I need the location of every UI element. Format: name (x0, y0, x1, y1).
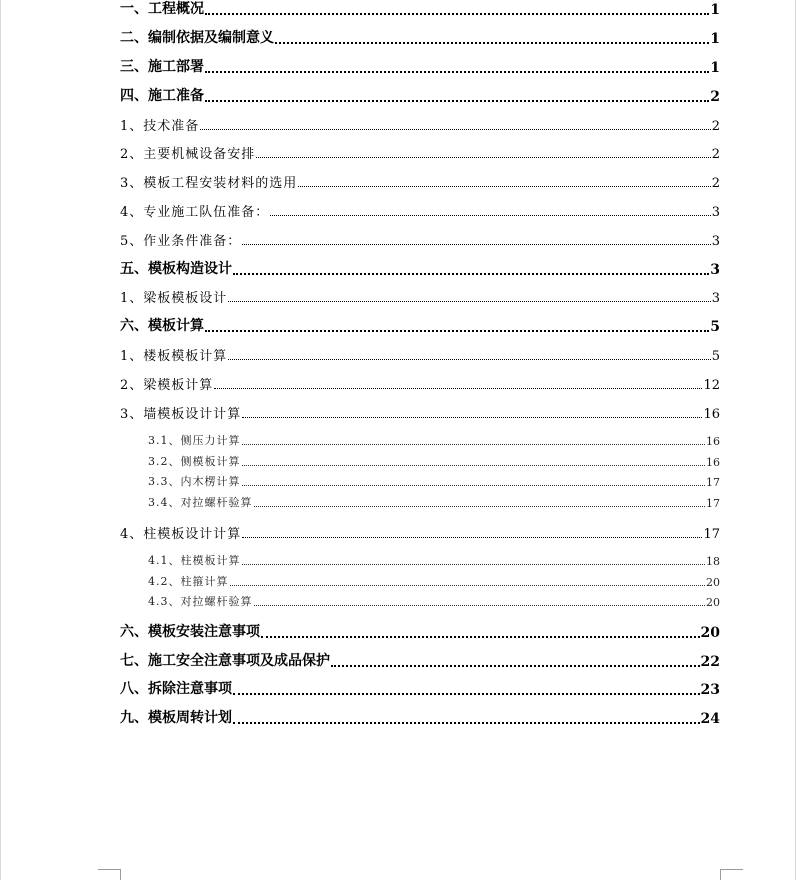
toc-leader-dots (254, 604, 706, 606)
toc-entry[interactable] (148, 454, 720, 469)
toc-leader-dots (298, 185, 710, 187)
toc-entry[interactable] (120, 524, 720, 542)
toc-entry-page: 23 (700, 682, 720, 698)
toc-leader-dots (200, 128, 710, 130)
toc-entry[interactable] (120, 260, 720, 278)
toc-leader-dots (205, 70, 709, 73)
toc-entry-page: 3 (711, 291, 720, 306)
toc-entry-page: 3 (711, 205, 720, 220)
toc-entry-page: 20 (706, 576, 720, 589)
toc-entry[interactable] (120, 202, 720, 220)
toc-entry-title: 4.1、柱模板计算 (148, 554, 241, 567)
toc-entry[interactable] (120, 58, 720, 76)
toc-entry-title: 4、专业施工队伍准备： (120, 205, 270, 220)
toc-entry-title: 1、技术准备 (120, 119, 200, 134)
toc-entry[interactable] (120, 29, 720, 47)
toc-entry[interactable] (120, 173, 720, 191)
toc-entry[interactable] (120, 317, 720, 335)
toc-leader-dots (228, 300, 710, 302)
toc-leader-dots (242, 484, 706, 486)
toc-leader-dots (242, 443, 706, 445)
toc-entry-title: 1、梁板模板设计 (120, 291, 228, 306)
toc-entry-page: 2 (711, 119, 720, 134)
toc-entry[interactable] (148, 433, 720, 448)
toc-entry-page: 12 (703, 378, 720, 393)
toc-leader-dots (242, 464, 706, 466)
toc-entry-title: 六、模板安装注意事项 (120, 624, 260, 640)
toc-entry-page: 16 (706, 456, 720, 469)
toc-entry[interactable] (120, 652, 720, 670)
toc-entry-title: 3.2、侧模板计算 (148, 455, 241, 468)
toc-entry[interactable] (120, 709, 720, 727)
toc-entry-title: 一、工程概况 (120, 1, 204, 17)
toc-entry-title: 2、梁模板计算 (120, 378, 214, 393)
toc-entry-page: 1 (710, 31, 720, 47)
toc-leader-dots (331, 664, 700, 667)
toc-entry-page: 20 (706, 596, 720, 609)
toc-entry[interactable] (120, 87, 720, 105)
toc-entry[interactable] (120, 404, 720, 422)
toc-entry-page: 3 (711, 234, 720, 249)
toc-leader-dots (233, 721, 700, 724)
toc-leader-dots (205, 329, 709, 332)
toc-entry-title: 4.2、柱箍计算 (148, 575, 229, 588)
toc-entry-title: 二、编制依据及编制意义 (120, 30, 274, 46)
toc-entry-page: 5 (710, 319, 720, 335)
toc-leader-dots (261, 635, 700, 638)
toc-entry-page: 16 (706, 435, 720, 448)
page-left-edge (0, 0, 1, 880)
toc-entry-page: 18 (706, 555, 720, 568)
toc-entry-page: 5 (711, 349, 720, 364)
toc-entry[interactable] (120, 231, 720, 249)
page-corner-mark-left (98, 869, 121, 880)
toc-leader-dots (254, 505, 706, 507)
page-corner-mark-right (720, 869, 743, 880)
toc-entry[interactable] (120, 144, 720, 162)
toc-entry-title: 2、主要机械设备安排 (120, 147, 256, 162)
toc-entry[interactable] (148, 553, 720, 568)
toc-entry-title: 三、施工部署 (120, 59, 204, 75)
toc-leader-dots (205, 12, 709, 15)
toc-leader-dots (242, 243, 710, 245)
toc-leader-dots (242, 416, 702, 418)
toc-entry[interactable] (148, 594, 720, 609)
toc-entry-page: 2 (711, 147, 720, 162)
toc-entry-page: 1 (710, 60, 720, 76)
toc-entry-title: 1、楼板模板计算 (120, 349, 228, 364)
toc-leader-dots (275, 41, 709, 44)
toc-entry[interactable] (148, 574, 720, 589)
toc-entry-page: 1 (710, 2, 720, 18)
toc-entry-page: 3 (710, 262, 720, 278)
toc-entry-title: 3.4、对拉螺杆验算 (148, 496, 253, 509)
toc-entry[interactable] (120, 346, 720, 364)
toc-entry-page: 17 (703, 527, 720, 542)
toc-entry-title: 五、模板构造设计 (120, 261, 232, 277)
toc-entry-title: 4.3、对拉螺杆验算 (148, 595, 253, 608)
toc-leader-dots (214, 387, 702, 389)
toc-entry-page: 2 (710, 89, 720, 105)
toc-entry-title: 八、拆除注意事项 (120, 681, 232, 697)
toc-entry[interactable] (120, 0, 720, 18)
toc-entry-title: 七、施工安全注意事项及成品保护 (120, 653, 330, 669)
toc-entry-title: 九、模板周转计划 (120, 710, 232, 726)
toc-entry[interactable] (148, 495, 720, 510)
toc-entry-page: 20 (700, 625, 720, 641)
toc-entry[interactable] (120, 116, 720, 134)
toc-entry-title: 四、施工准备 (120, 88, 204, 104)
toc-entry[interactable] (120, 623, 720, 641)
toc-entry-page: 2 (711, 176, 720, 191)
toc-entry-page: 22 (700, 654, 720, 670)
toc-leader-dots (242, 536, 702, 538)
toc-entry-page: 17 (706, 476, 720, 489)
toc-leader-dots (228, 358, 710, 360)
toc-entry-page: 24 (700, 711, 720, 727)
toc-entry-title: 3.1、侧压力计算 (148, 434, 241, 447)
toc-leader-dots (233, 272, 709, 275)
toc-entry-title: 4、柱模板设计计算 (120, 527, 242, 542)
toc-entry-title: 3、墙模板设计计算 (120, 407, 242, 422)
toc-leader-dots (242, 563, 706, 565)
toc-entry-title: 3.3、内木楞计算 (148, 475, 241, 488)
toc-leader-dots (230, 584, 706, 586)
toc-entry[interactable] (120, 375, 720, 393)
toc-entry[interactable] (120, 680, 720, 698)
toc-entry-title: 六、模板计算 (120, 318, 204, 334)
toc-entry-page: 17 (706, 497, 720, 510)
toc-leader-dots (205, 99, 709, 102)
toc-entry[interactable] (120, 288, 720, 306)
toc-leader-dots (256, 156, 710, 158)
toc-entry-title: 3、模板工程安装材料的选用 (120, 176, 298, 191)
toc-leader-dots (233, 692, 700, 695)
toc-leader-dots (270, 214, 710, 216)
toc-entry[interactable] (148, 474, 720, 489)
toc-entry-page: 16 (703, 407, 720, 422)
toc-entry-title: 5、作业条件准备： (120, 234, 242, 249)
